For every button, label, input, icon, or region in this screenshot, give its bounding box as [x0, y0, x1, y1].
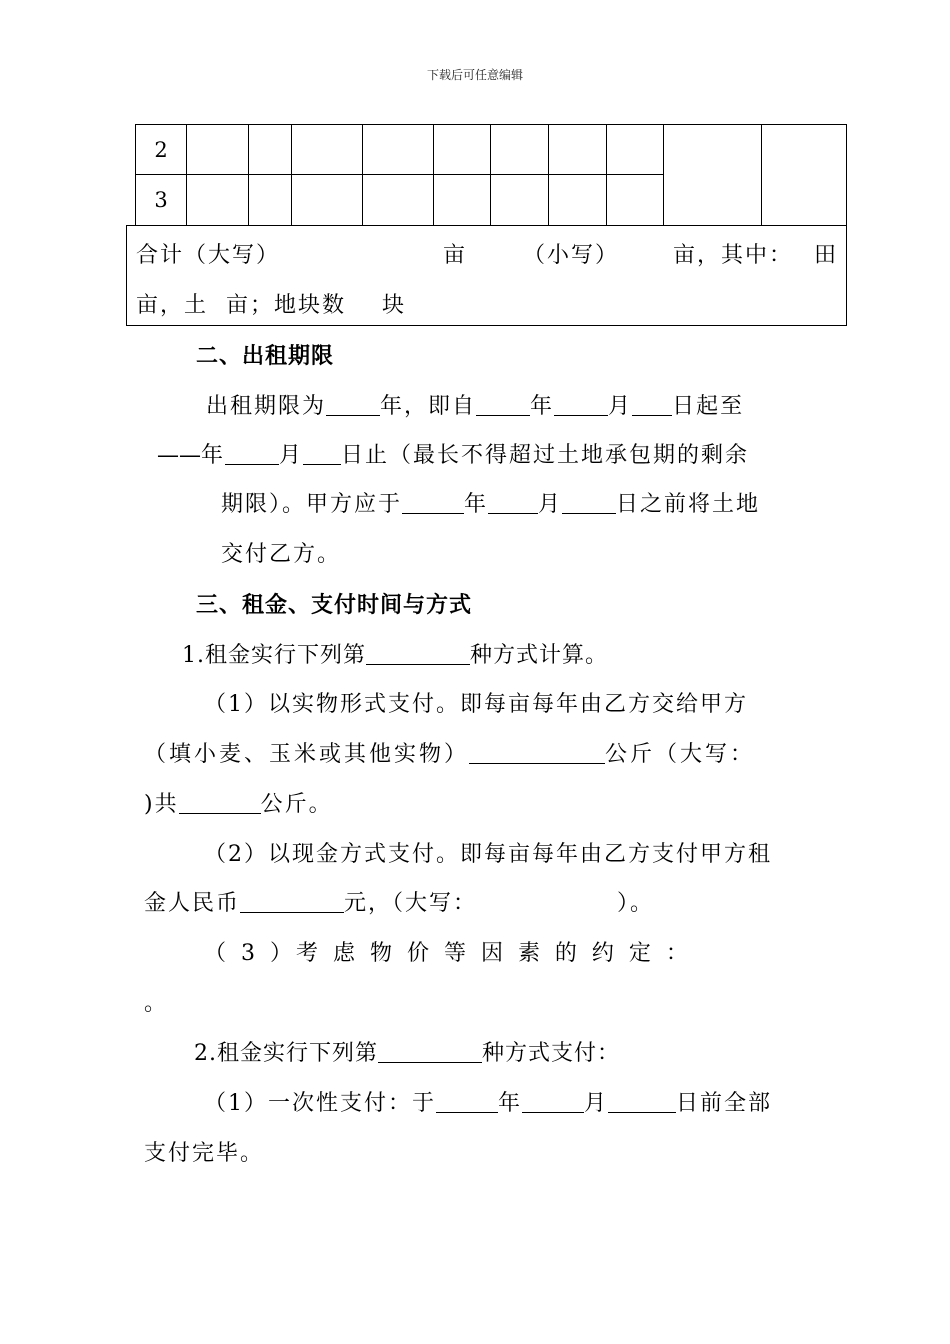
delivery-year-blank[interactable] — [402, 491, 464, 514]
option-1-line-2 — [144, 737, 755, 768]
col-line — [362, 124, 363, 226]
term-text: 月 — [608, 394, 633, 419]
term-text: 年 — [530, 394, 555, 419]
option-1-line-3 — [144, 787, 333, 818]
section-3-heading: 三、租金、支付时间与方式 — [196, 592, 473, 618]
years-blank[interactable] — [326, 393, 380, 416]
term-text: 月 — [279, 443, 304, 468]
col-line — [663, 124, 664, 226]
pay-month-blank[interactable] — [522, 1090, 584, 1113]
col-line — [548, 124, 549, 226]
start-month-blank[interactable] — [554, 393, 608, 416]
end-year-dash: —— — [157, 443, 201, 468]
pay-text: （1）一次性支付：于 — [204, 1091, 436, 1116]
option-2-line-2 — [144, 886, 654, 917]
section-2-heading: 二、出租期限 — [196, 343, 335, 369]
summary-small-label: （小写） — [523, 243, 620, 268]
page-header: 下载后可任意编辑 — [426, 68, 523, 82]
pay-day-blank[interactable] — [608, 1090, 676, 1113]
pay-year-blank[interactable] — [436, 1090, 498, 1113]
term-text: 日之前将土地 — [616, 492, 761, 517]
option-1-line-1: （1）以实物形式支付。即每亩每年由乙方交给甲方 — [204, 692, 748, 717]
term-line-4: 交付乙方。 — [221, 542, 342, 567]
option-3-line-2: 。 — [144, 991, 169, 1016]
end-day-blank[interactable] — [303, 442, 341, 465]
row-number: 2 — [154, 138, 168, 162]
row-number: 3 — [154, 188, 168, 212]
option-1-text: 公斤。 — [260, 792, 333, 817]
term-text: 出租期限为 — [206, 394, 327, 419]
col-line — [291, 124, 292, 226]
delivery-month-blank[interactable] — [488, 491, 538, 514]
total-kg-blank[interactable] — [179, 791, 261, 814]
col-line — [433, 124, 434, 226]
term-text: 期限）。甲方应于 — [221, 492, 403, 517]
option-1-text: )共 — [144, 792, 179, 817]
rent-calc-item — [182, 638, 608, 669]
term-text: 年，即自 — [380, 394, 477, 419]
option-2-line-1: （2）以现金方式支付。即每亩每年由乙方支付甲方租 — [204, 842, 772, 867]
col-line — [606, 124, 607, 226]
col-line — [248, 124, 249, 226]
rent-pay-text: 种方式支付： — [482, 1041, 621, 1066]
rmb-amount-blank[interactable] — [240, 890, 344, 913]
rent-calc-text: 种方式计算。 — [470, 643, 609, 668]
term-line-3 — [221, 487, 760, 518]
summary-mu-1: 亩 — [443, 243, 468, 268]
option-2-text: 元，（大写： — [344, 891, 478, 916]
pay-text: 月 — [584, 1091, 609, 1116]
summary-mu-2: 亩，其中： — [673, 243, 794, 268]
option-2-text: 金人民币 — [144, 891, 241, 916]
pay-text: 日前全部 — [676, 1091, 773, 1116]
start-year-blank[interactable] — [476, 393, 530, 416]
rent-calc-text: 1.租金实行下列第 — [182, 643, 366, 668]
col-line — [490, 124, 491, 226]
pay-method-blank[interactable] — [378, 1040, 482, 1063]
crop-kg-blank[interactable] — [469, 741, 605, 764]
term-text: 日止（最长不得超过土地承包期的剩余 — [341, 443, 750, 468]
rent-payment-item — [194, 1036, 620, 1067]
pay-text: 年 — [498, 1091, 523, 1116]
summary-field: 田 — [814, 243, 839, 268]
option-2-text: ）。 — [617, 891, 655, 916]
pay-option-1-line-1 — [204, 1086, 772, 1117]
term-text: 日起至 — [672, 394, 745, 419]
term-line-1 — [206, 389, 744, 420]
pay-option-1-line-2: 支付完毕。 — [144, 1141, 265, 1166]
delivery-day-blank[interactable] — [562, 491, 616, 514]
end-month-blank[interactable] — [225, 442, 279, 465]
option-1-text: 公斤（大写： — [605, 742, 756, 767]
term-text: 月 — [538, 492, 563, 517]
term-line-2 — [157, 438, 749, 469]
row-divider — [135, 174, 664, 175]
summary-total-label: 合计（大写） — [136, 243, 281, 268]
table-frame — [135, 124, 847, 226]
option-3-line-1: （ 3 ）考 虑 物 价 等 因 素 的 约 定 ： — [204, 941, 692, 966]
col-line — [761, 124, 762, 226]
rent-pay-text: 2.租金实行下列第 — [194, 1041, 378, 1066]
calc-method-blank[interactable] — [366, 642, 470, 665]
term-text: 年 — [201, 443, 226, 468]
start-day-blank[interactable] — [632, 393, 672, 416]
term-text: 年 — [464, 492, 489, 517]
option-1-text: （填小麦、玉米或其他实物） — [144, 742, 470, 767]
summary-line-2: 亩，土 亩；地块数 块 — [136, 293, 406, 318]
